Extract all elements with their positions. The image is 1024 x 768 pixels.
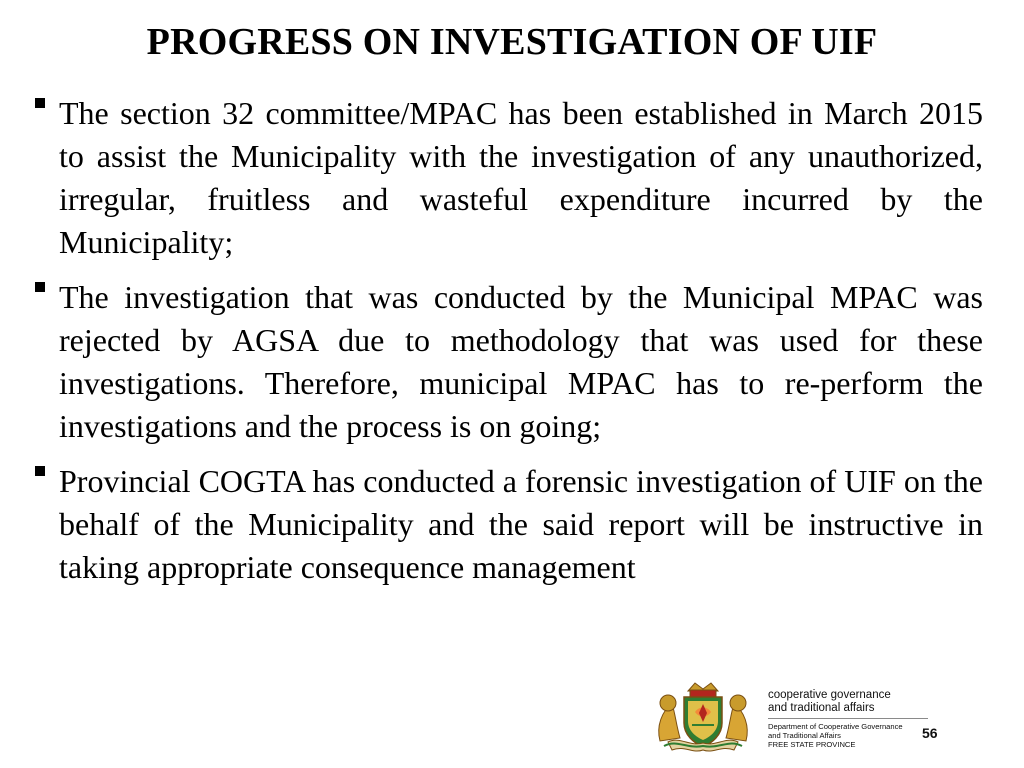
- brand-divider: [768, 718, 928, 719]
- bullet-item: [32, 460, 983, 589]
- bullet-item: [32, 276, 983, 448]
- square-bullet-icon: [35, 282, 45, 292]
- free-state-coat-of-arms-icon: [650, 676, 756, 754]
- cogta-brand-block: [768, 689, 928, 749]
- brand-line-2: and traditional affairs: [768, 702, 875, 714]
- department-line-3: FREE STATE PROVINCE: [768, 740, 856, 749]
- bullet-text: Provincial COGTA has conducted a forensic investigation of UIF on the behalf of the Municipality and the said report will be instructive in taking appropriate consequence management: [59, 463, 983, 585]
- slide-title: PROGRESS ON INVESTIGATION OF UIF: [146, 21, 878, 63]
- bullet-text: The section 32 committee/MPAC has been established in March 2015 to assist the Municipality with the investigation of any unauthorized, irregular, fruitless and wasteful expenditure incurred by the Municipality;: [59, 95, 983, 260]
- department-line-1: Department of Cooperative Governance: [768, 722, 903, 731]
- department-line-2: and Traditional Affairs: [768, 731, 841, 740]
- square-bullet-icon: [35, 466, 45, 476]
- brand-line-1: cooperative governance: [768, 689, 891, 701]
- page-number: 56: [922, 725, 938, 741]
- bullet-list: [32, 92, 983, 601]
- bullet-text: The investigation that was conducted by the Municipal MPAC was rejected by AGSA due to methodology that was used for these investigations. Therefore, municipal MPAC has to re-perform the investigations and the process is on going;: [59, 279, 983, 444]
- bullet-item: [32, 92, 983, 264]
- square-bullet-icon: [35, 98, 45, 108]
